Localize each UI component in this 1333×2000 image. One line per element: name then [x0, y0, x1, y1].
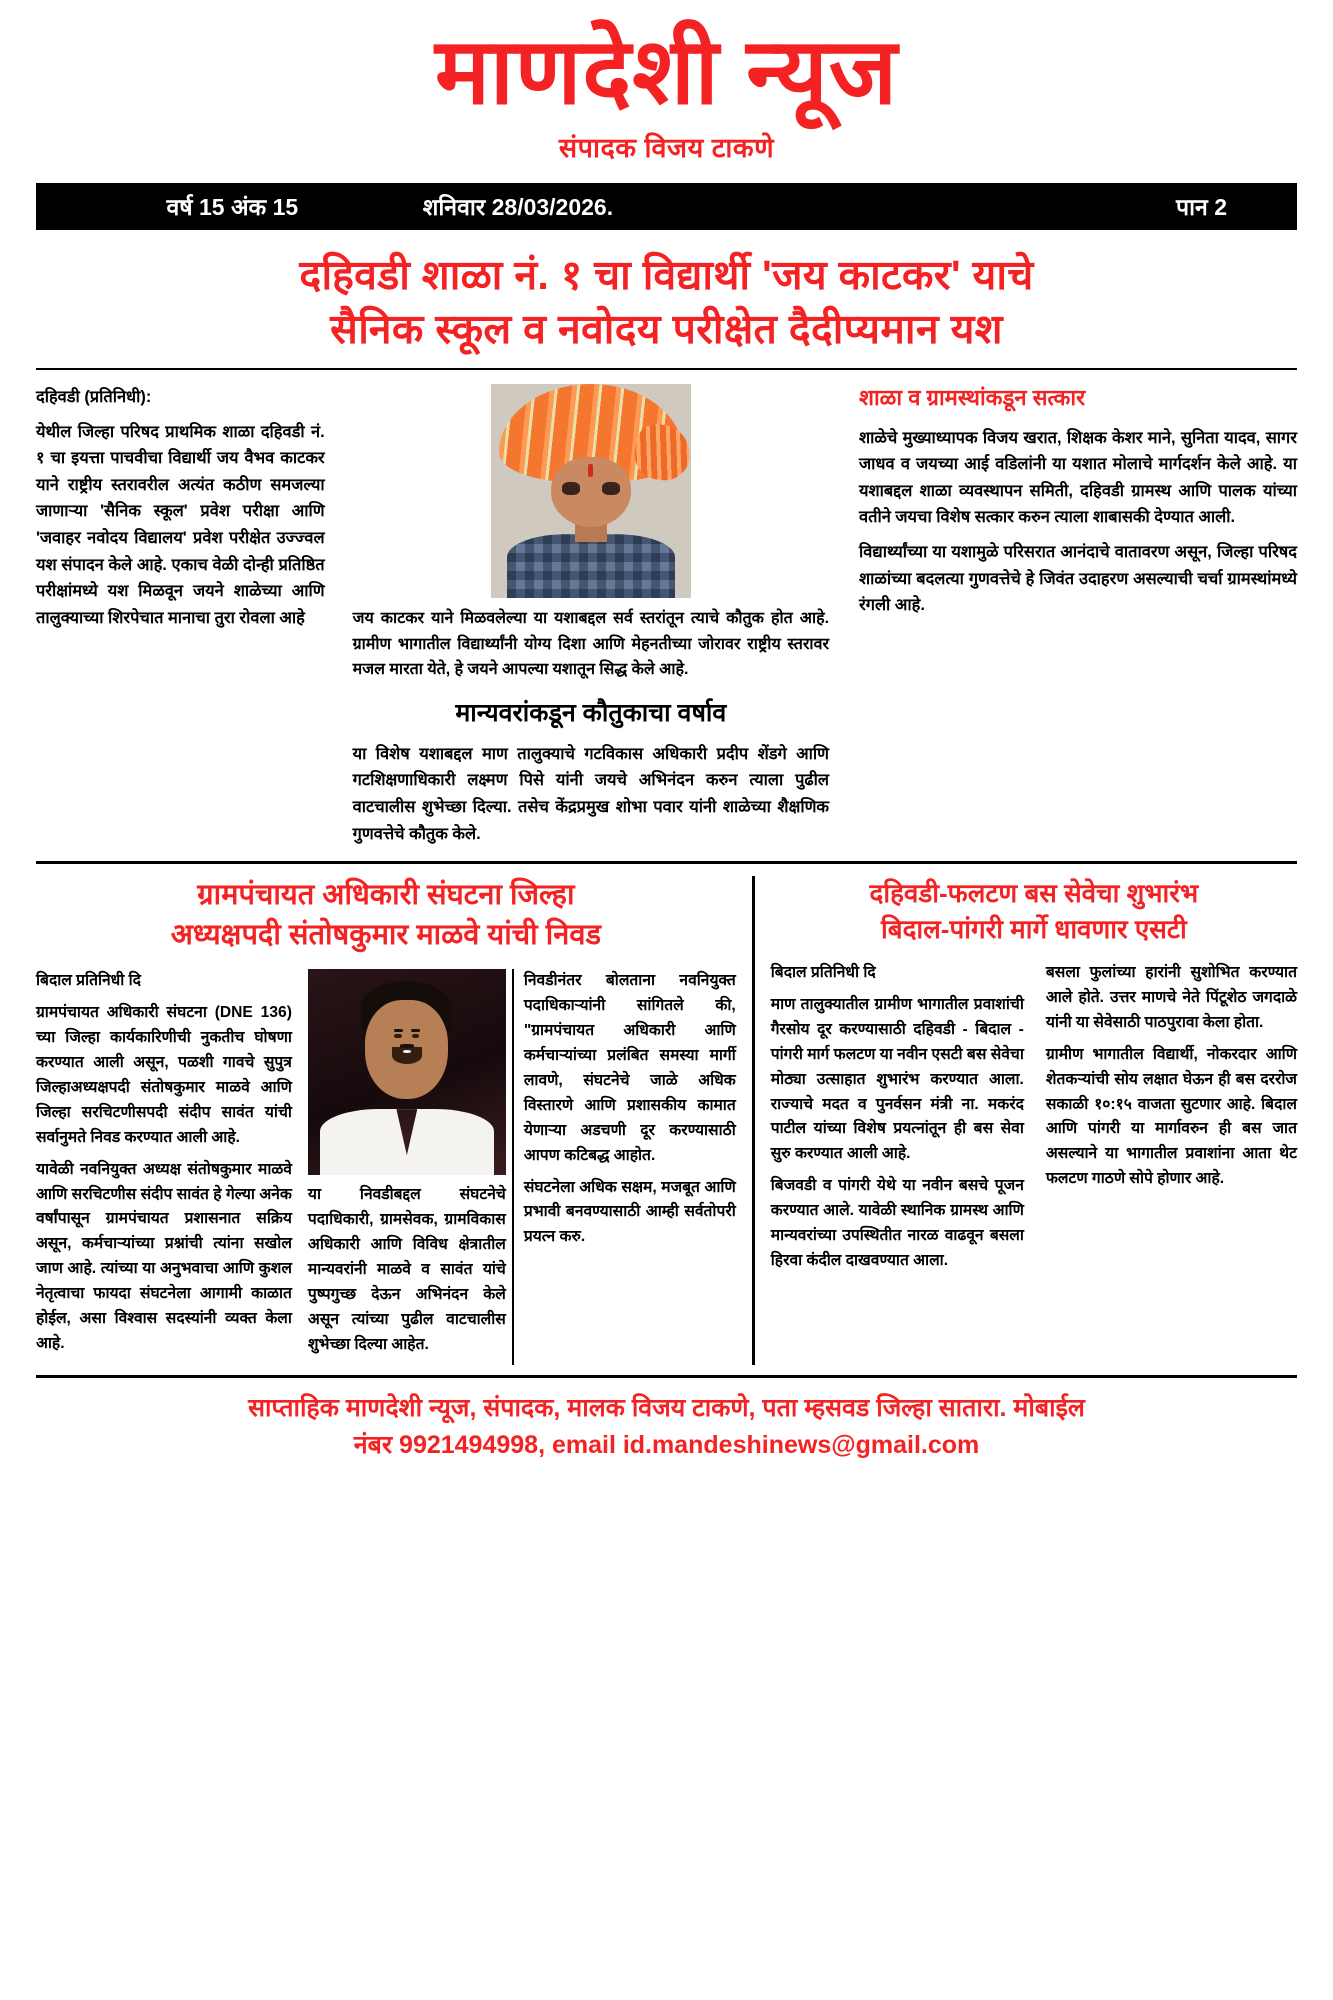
bottom-left-column-3 — [512, 969, 736, 1365]
bottom-right-story — [755, 876, 1297, 1364]
masthead-title: माणदेशी न्यूज — [435, 21, 898, 123]
white-shirt-shape — [320, 1109, 494, 1175]
bottom-left-col2-text: या निवडीबद्दल संघटनेचे पदाधिकारी, ग्रामसेवक, ग्रामविकास अधिकारी आणि विविध क्षेत्रातील मान्यवरांनी माळवे व सावंत यांचे पुष्पगुच्छ देऊन अभिनंदन केले असून त्यांच्या पुढील वाटचालीस शुभेच्छा दिल्या आहेत. — [307, 1186, 506, 1353]
top-story — [36, 384, 1297, 847]
headline-divider — [36, 368, 1297, 370]
bottom-left-col1-text-1: ग्रामपंचायत अधिकारी संघटना (DNE 136) च्या जिल्हा कार्यकारिणीची नुकतीच घोषणा करण्यात आली असून, पळशी गावचे सुपुत्र जिल्हाअध्यक्षपदी संतोषकुमार माळवे आणि जिल्हा सरचिटणीसपदी संदीप सावंत यांची सर्वानुमते निवड करण्यात आली आहे. — [36, 1003, 292, 1146]
top-story-column-3 — [843, 384, 1297, 847]
bottom-left-column-2 — [302, 969, 512, 1365]
issue-date-bar — [36, 183, 1297, 230]
bottom-right-dateline: बिदाल प्रतिनिधी दि — [770, 963, 876, 981]
top-story-column-2 — [339, 384, 843, 847]
top-story-col3-text-1: शाळेचे मुख्याध्यापक विजय खरात, शिक्षक केशर माने, सुनिता यादव, सागर जाधव व जयच्या आई वडिलांनी या यशात मोलाचे मार्गदर्शन केले आहे. या यशाबद्दल शाळा व्यवस्थापन समिती, दहिवडी ग्रामस्थ आणि पालक यांच्या वतीने जयचा विशेष सत्कार करुन त्याला शाबासकी देण्यात आली. — [859, 428, 1297, 527]
bottom-right-col2-text-2: ग्रामीण भागातील विद्यार्थी, नोकरदार आणि शेतकऱ्यांची सोय लक्षात घेऊन ही बस दररोज सकाळी १०:१५ वाजता सुटणार आहे. बिदाल आणि पांगरी या मार्गावरुन ही बस जात असल्याने या भागातील प्रवाशांना आता थेट फलटण गाठणे सोपे होणार आहे. — [1045, 1045, 1297, 1188]
right-eye-shape — [412, 1034, 419, 1038]
issue-date: शनिवार 28/03/2026. — [422, 194, 614, 221]
bottom-right-column-2 — [1034, 961, 1297, 1281]
bottom-left-headline-line-2: अध्यक्षपदी संतोषकुमार माळवे यांची निवड — [170, 918, 601, 951]
main-headline-line-2: सैनिक स्कूल व नवोदय परीक्षेत दैदीप्यमान यश — [330, 305, 1003, 352]
top-story-col1-text: येथील जिल्हा परिषद प्राथमिक शाळा दहिवडी नं. १ चा इयत्ता पाचवीचा विद्यार्थी जय वैभव काटकर याने राष्ट्रीय स्तरावरील अत्यंत कठीण समजल्या जाणाऱ्या 'सैनिक स्कूल' प्रवेश परीक्षा आणि 'जवाहर नवोदय विद्यालय' प्रवेश परीक्षेत उज्ज्वल यश संपादन केले आहे. एकाच वेळी दोन्ही प्रतिष्ठित परीक्षांमध्ये यश मिळवून जयने शाळेच्या आणि तालुक्याच्या शिरपेचात मानाचा तुरा रोवला आहे — [36, 422, 325, 627]
main-headline — [36, 248, 1297, 356]
issue-number: वर्ष 15 अंक 15 — [166, 194, 299, 221]
main-headline-line-1: दहिवडी शाळा नं. १ चा विद्यार्थी 'जय काटकर' याचे — [299, 251, 1034, 298]
bottom-left-story — [36, 876, 755, 1364]
top-story-dateline: दहिवडी (प्रतिनिधी): — [36, 388, 152, 407]
bottom-left-col3-text-1: निवडीनंतर बोलताना नवनियुक्त पदाधिकाऱ्यांनी सांगितले की, "ग्रामपंचायत अधिकारी आणि कर्मचाऱ्यांच्या प्रलंबित समस्या मार्गी लावणे, संघटनेचे जाळे अधिक विस्तारणे आणि प्रशासकीय कामात येणाऱ्या अडचणी दूर करण्यासाठी आपण कटिबद्ध आहोत. — [523, 972, 736, 1164]
checked-shirt-shape — [507, 534, 675, 598]
bottom-left-col3-text-2: संघटनेला अधिक सक्षम, मजबूत आणि प्रभावी बनवण्यासाठी आम्ही सर्वतोपरी प्रयत्न करु. — [523, 1178, 736, 1246]
top-story-col2-text: या विशेष यशाबद्दल माण तालुक्याचे गटविकास अधिकारी प्रदीप शेंडगे आणि गटशिक्षणाधिकारी लक्ष्मण पिसे यांनी जयचे अभिनंदन करुन त्याला पुढील वाटचालीस शुभेच्छा दिल्या. तसेच केंद्रप्रमुख शोभा पवार यांनी शाळेच्या शैक्षणिक गुणवत्तेचे कौतुक केले. — [352, 744, 830, 843]
bottom-right-col1-text-1: माण तालुक्यातील ग्रामीण भागातील प्रवाशांची गैरसोय दूर करण्यासाठी दहिवडी - बिदाल - पांगरी मार्ग फलटण या नवीन एसटी बस सेवेचा मोठ्या उत्साहात शुभारंभ करण्यात आला. राज्याचे मदत व पुनर्वसन मंत्री ना. मकरंद पाटील यांच्या विशेष प्रयत्नांतून ही बस सेवा सुरु करण्यात आली आहे. — [770, 995, 1024, 1163]
footer — [36, 1378, 1297, 1465]
bottom-left-dateline: बिदाल प्रतिनिधी दि — [36, 972, 141, 990]
right-eyebrow-shape — [411, 1029, 420, 1032]
bottom-right-column-1 — [771, 961, 1034, 1281]
footer-line-2: नंबर 9921494998, email id.mandeshinews@gmail.com — [353, 1431, 980, 1460]
bottom-right-headline — [771, 876, 1297, 947]
moustache-shape — [400, 1044, 413, 1048]
boy-with-orange-turban-photo — [491, 384, 691, 598]
bottom-right-col1-text-2: बिजवडी व पांगरी येथे या नवीन बसचे पूजन करण्यात आले. यावेळी स्थानिक ग्रामस्थ आणि मान्यवरांच्या उपस्थितीत नारळ वाढवून बसला हिरवा कंदील दाखवण्यात आला. — [770, 1177, 1024, 1270]
top-story-subhead-honours: मान्यवरांकडून कौतुकाचा वर्षाव — [455, 698, 727, 727]
bottom-section — [36, 876, 1297, 1364]
left-eyebrow-shape — [394, 1029, 403, 1032]
footer-line-1: साप्ताहिक माणदेशी न्यूज, संपादक, मालक विजय टाकणे, पता म्हसवड जिल्हा सातारा. मोबाईल — [248, 1393, 1085, 1422]
masthead — [36, 0, 1297, 165]
page-number: पान 2 — [1176, 194, 1227, 221]
section-divider — [36, 861, 1297, 864]
bottom-right-headline-line-1: दहिवडी-फलटण बस सेवेचा शुभारंभ — [869, 878, 1199, 909]
face-shape — [365, 1000, 448, 1099]
top-story-col3-text-2: विद्यार्थ्यांच्या या यशामुळे परिसरात आनंदाचे वातावरण असून, जिल्हा परिषद शाळांच्या बदलत्या गुणवत्तेचे हे जिवंत उदाहरण असल्याची चर्चा ग्रामस्थांमध्ये रंगली आहे. — [859, 542, 1297, 615]
bottom-left-headline-line-1: ग्रामपंचायत अधिकारी संघटना जिल्हा — [197, 879, 575, 912]
masthead-editor-line: संपादक विजय टाकणे — [558, 132, 775, 163]
top-story-column-1 — [36, 384, 339, 847]
bottom-left-column-1 — [36, 969, 302, 1365]
top-story-photo-caption: जय काटकर याने मिळवलेल्या या यशाबद्दल सर्व स्तरांतून त्याचे कौतुक होत आहे. ग्रामीण भागातील विद्यार्थ्यांनी योग्य दिशा आणि मेहनतीच्या जोरावर राष्ट्रीय स्तरावर मजल मारता येते, हे जयने आपल्या यशातून सिद्ध केले आहे. — [352, 610, 830, 679]
top-story-subhead-felicitation: शाळा व ग्रामस्थांकडून सत्कार — [859, 385, 1086, 411]
bottom-left-col1-text-2: यावेळी नवनियुक्त अध्यक्ष संतोषकुमार माळवे आणि सरचिटणीस संदीप सावंत हे गेल्या अनेक वर्षांपासून ग्रामपंचायत प्रशासनात सक्रिय असून, कर्मचाऱ्यांच्या प्रश्नांची त्यांना सखोल जाण आहे. त्यांच्या या अनुभवाचा आणि कुशल नेतृत्वाचा फायदा संघटनेला आगामी काळात होईल, असा विश्वास सदस्यांनी व्यक्त केला आहे. — [36, 1160, 292, 1353]
santoshkumar-malwe-photo — [308, 969, 506, 1175]
eyes-shape — [551, 482, 631, 495]
left-eye-shape — [394, 1034, 401, 1038]
bottom-left-headline — [36, 876, 736, 955]
bottom-right-col2-text-1: बसला फुलांच्या हारांनी सुशोभित करण्यात आले होते. उत्तर माणचे नेते पिंटूशेठ जगदाळे यांनी या सेवेसाठी पाठपुरावा केला होता. — [1045, 963, 1297, 1031]
bottom-right-headline-line-2: बिदाल-पांगरी मार्गे धावणार एसटी — [881, 913, 1187, 944]
